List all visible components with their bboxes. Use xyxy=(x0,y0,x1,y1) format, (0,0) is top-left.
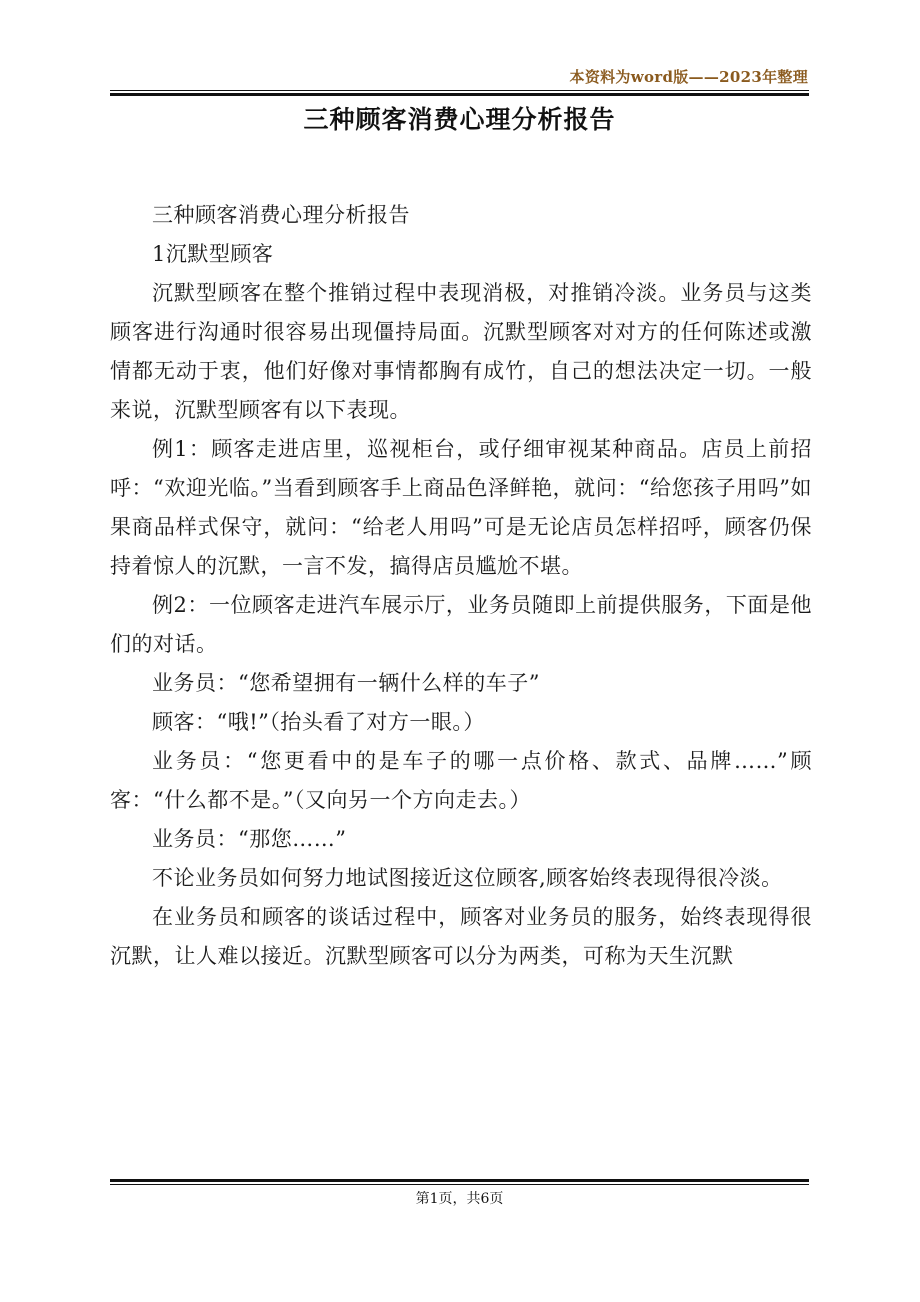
document-body xyxy=(110,196,812,976)
dialogue-line: 业务员：“那您……” xyxy=(152,827,347,851)
paragraph: 例1：顾客走进店里，巡视柜台，或仔细审视某种商品。店员上前招呼：“欢迎光临。”当看到顾客手上商品色泽鲜艳，就问：“给您孩子用吗”如果商品样式保守，就问：“给老人用吗”可是无论店员怎样招呼，顾客仍保持着惊人的沉默，一言不发，搞得店员尴尬不堪。 xyxy=(110,437,812,578)
header-rule-thin xyxy=(110,90,809,91)
paragraph: 例2：一位顾客走进汽车展示厅，业务员随即上前提供服务，下面是他们的对话。 xyxy=(110,593,812,656)
header-note: 本资料为word版——2023年整理 xyxy=(569,68,808,86)
paragraph: 沉默型顾客在整个推销过程中表现消极，对推销冷淡。业务员与这类顾客进行沟通时很容易出现僵持局面。沉默型顾客对对方的任何陈述或激情都无动于衷，他们好像对事情都胸有成竹，自己的想法决定一切。一般来说，沉默型顾客有以下表现。 xyxy=(110,281,812,422)
footer-rule-thick xyxy=(110,1179,809,1182)
footer-rule-thin xyxy=(110,1184,809,1185)
section-heading: 1沉默型顾客 xyxy=(152,242,274,266)
paragraph: 三种顾客消费心理分析报告 xyxy=(152,203,410,227)
page-number: 第1页，共6页 xyxy=(415,1191,504,1207)
document-title: 三种顾客消费心理分析报告 xyxy=(303,105,616,134)
paragraph: 在业务员和顾客的谈话过程中，顾客对业务员的服务，始终表现得很沉默，让人难以接近。沉默型顾客可以分为两类，可称为天生沉默 xyxy=(110,905,812,968)
dialogue-line: 业务员：“您希望拥有一辆什么样的车子” xyxy=(152,671,540,695)
header-rule-thick xyxy=(110,93,809,96)
paragraph: 不论业务员如何努力地试图接近这位顾客,顾客始终表现得很冷淡。 xyxy=(152,866,783,890)
dialogue-line: 顾客：“哦!”（抬头看了对方一眼。） xyxy=(152,710,485,734)
dialogue-line: 业务员：“您更看中的是车子的哪一点价格、款式、品牌……”顾客：“什么都不是。”（又向另一个方向走去。） xyxy=(110,749,812,812)
